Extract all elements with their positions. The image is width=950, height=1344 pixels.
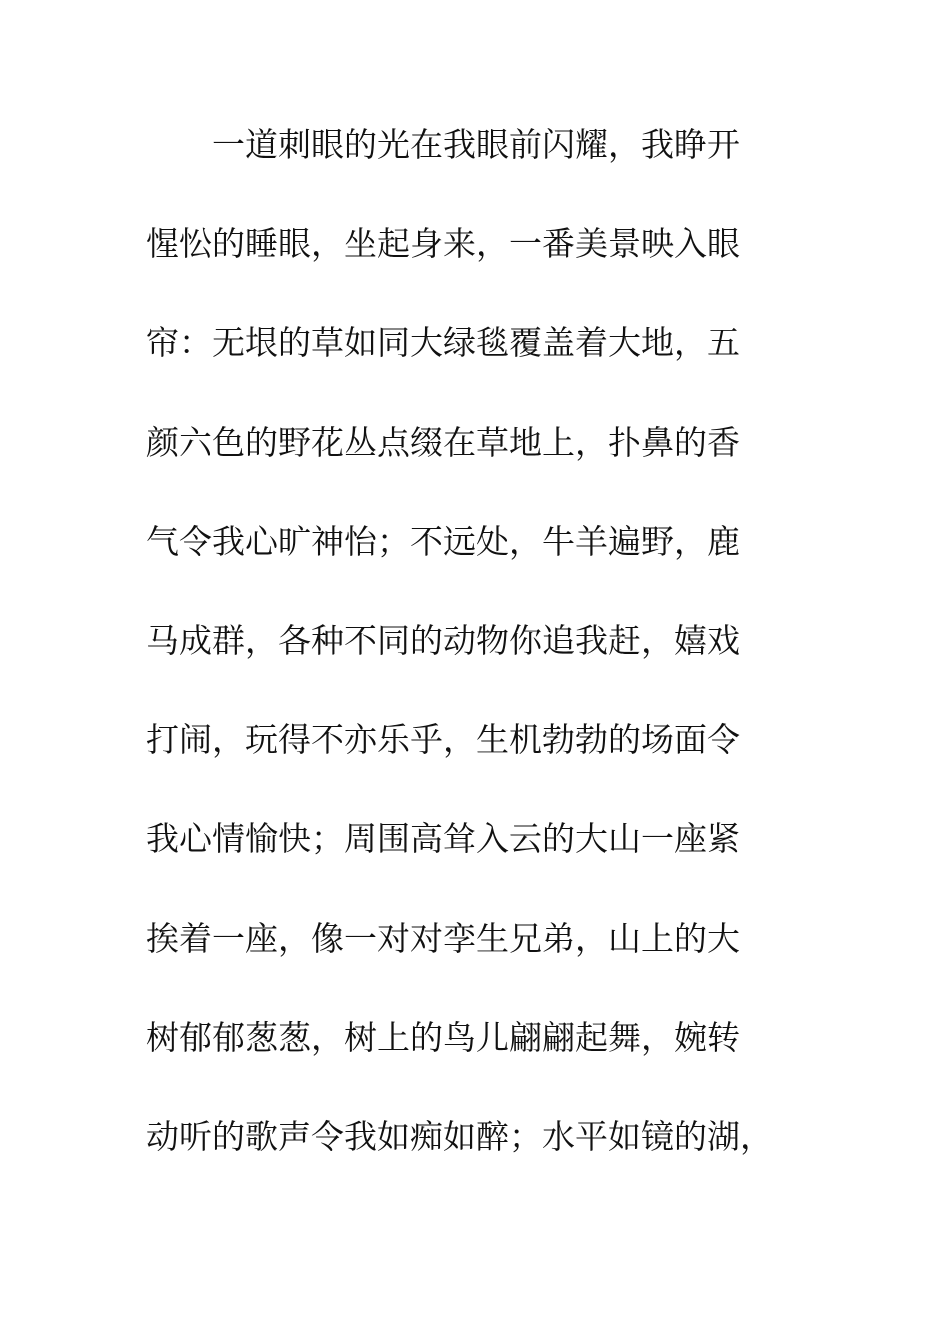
essay-paragraph <box>146 125 806 1219</box>
paragraph-line-3: 帘：无垠的草如同大绿毯覆盖着大地，五 <box>146 323 740 363</box>
paragraph-line-6: 马成群，各种不同的动物你追我赶，嬉戏 <box>146 620 740 660</box>
paragraph-line-9: 挨着一座，像一对对孪生兄弟，山上的大 <box>146 918 740 958</box>
paragraph-line-7: 打闹，玩得不亦乐乎，生机勃勃的场面令 <box>146 720 740 760</box>
paragraph-line-10: 树郁郁葱葱，树上的鸟儿翩翩起舞，婉转 <box>146 1017 740 1057</box>
paragraph-line-4: 颜六色的野花丛点缀在草地上，扑鼻的香 <box>146 422 740 462</box>
paragraph-line-5: 气令我心旷神怡；不远处，牛羊遍野，鹿 <box>146 521 740 561</box>
paragraph-line-8: 我心情愉快；周围高耸入云的大山一座紧 <box>146 819 740 859</box>
paragraph-line-1: 一道刺眼的光在我眼前闪耀，我睁开 <box>212 125 740 164</box>
paragraph-line-2: 惺忪的睡眼，坐起身来，一番美景映入眼 <box>146 224 740 264</box>
paragraph-line-11: 动听的歌声令我如痴如醉；水平如镜的湖， <box>146 1116 773 1156</box>
